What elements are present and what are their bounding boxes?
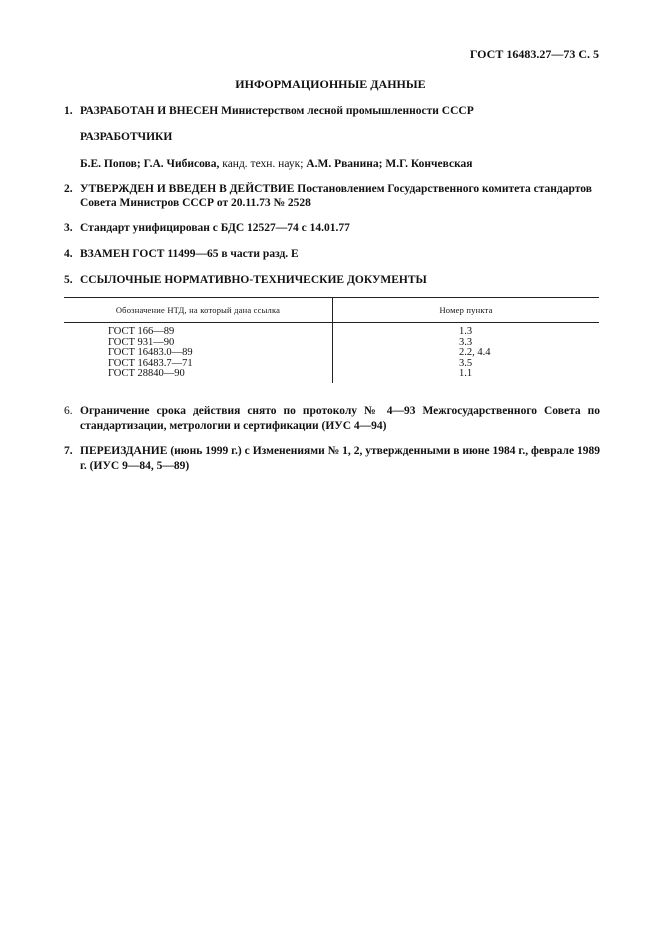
table-row <box>64 369 599 383</box>
section-5-number: 5. <box>64 274 73 286</box>
section-6-text: Ограничение срока действия снято по протоколу № 4—93 Межгосударственного Совета по стандартизации, метрологии и сертификации (ИУС 4—94) <box>80 405 600 432</box>
table-cell-item: 3.5 <box>459 357 473 369</box>
table-cell-document: ГОСТ 931—90 <box>64 338 333 349</box>
table-cell-item: 1.1 <box>459 368 473 379</box>
section-5-text: ССЫЛОЧНЫЕ НОРМАТИВНО-ТЕХНИЧЕСКИЕ ДОКУМЕНТЫ <box>80 274 427 286</box>
section-6-number: 6. <box>64 405 73 417</box>
section-7-lead: ПЕРЕИЗДАНИЕ <box>80 445 168 457</box>
section-3-number: 3. <box>64 222 73 234</box>
section-5 <box>64 273 427 288</box>
developers-names-a: Б.Е. Попов; Г.А. Чибисова, <box>80 158 220 170</box>
table-cell-document: ГОСТ 28840—90 <box>64 369 333 383</box>
section-2-text-2: Совета Министров СССР от 20.11.73 № 2528 <box>80 197 311 209</box>
page-title: ИНФОРМАЦИОННЫЕ ДАННЫЕ <box>235 77 426 91</box>
table-cell-document: ГОСТ 166—89 <box>64 323 333 338</box>
column-header-document: Обозначение НТД, на который дана ссылка <box>64 298 333 323</box>
section-4-text: ВЗАМЕН ГОСТ 11499—65 в части разд. Е <box>80 248 299 260</box>
section-1-lead: РАЗРАБОТАН И ВНЕСЕН <box>80 105 219 117</box>
table-cell-document: ГОСТ 16483.0—89 <box>64 348 333 359</box>
section-2-number: 2. <box>64 183 73 195</box>
page-header-code: ГОСТ 16483.27—73 С. 5 <box>469 47 599 61</box>
section-1 <box>64 104 474 119</box>
developers-title: РАЗРАБОТЧИКИ <box>80 131 173 143</box>
table-cell-item: 1.3 <box>459 326 473 337</box>
section-7 <box>80 444 600 474</box>
table-row <box>64 323 599 338</box>
developers-degree: канд. техн. наук; <box>219 158 307 170</box>
section-7-number: 7. <box>64 445 73 457</box>
references-table <box>64 297 599 383</box>
section-2-lead: УТВЕРЖДЕН И ВВЕДЕН В ДЕЙСТВИЕ <box>80 183 295 195</box>
developers-names-b: А.М. Рванина; М.Г. Кончевская <box>306 158 473 170</box>
table-cell-item: 3.3 <box>459 336 473 348</box>
section-2 <box>64 182 592 197</box>
developers-list <box>80 157 473 172</box>
section-7-text: (июнь 1999 г.) с Изменениями № 1, 2, утвержденными в июне 1984 г., феврале 1989 г. (ИУС 9—84, 5—89) <box>80 445 600 472</box>
column-header-item: Номер пункта <box>333 298 600 323</box>
table-cell-document: ГОСТ 16483.7—71 <box>64 359 333 370</box>
table-header-row <box>64 298 599 323</box>
table-row <box>64 348 599 359</box>
section-2-text-1: Постановлением Государственного комитета стандартов <box>294 183 592 195</box>
section-1-number: 1. <box>64 105 73 117</box>
section-3 <box>64 221 350 236</box>
section-3-text: Стандарт унифицирован с БДС 12527—74 с 14.01.77 <box>80 222 350 234</box>
table-cell-item: 2.2, 4.4 <box>459 347 491 358</box>
section-4 <box>64 247 299 262</box>
section-4-number: 4. <box>64 248 73 260</box>
section-1-text: Министерством лесной промышленности СССР <box>218 105 474 117</box>
